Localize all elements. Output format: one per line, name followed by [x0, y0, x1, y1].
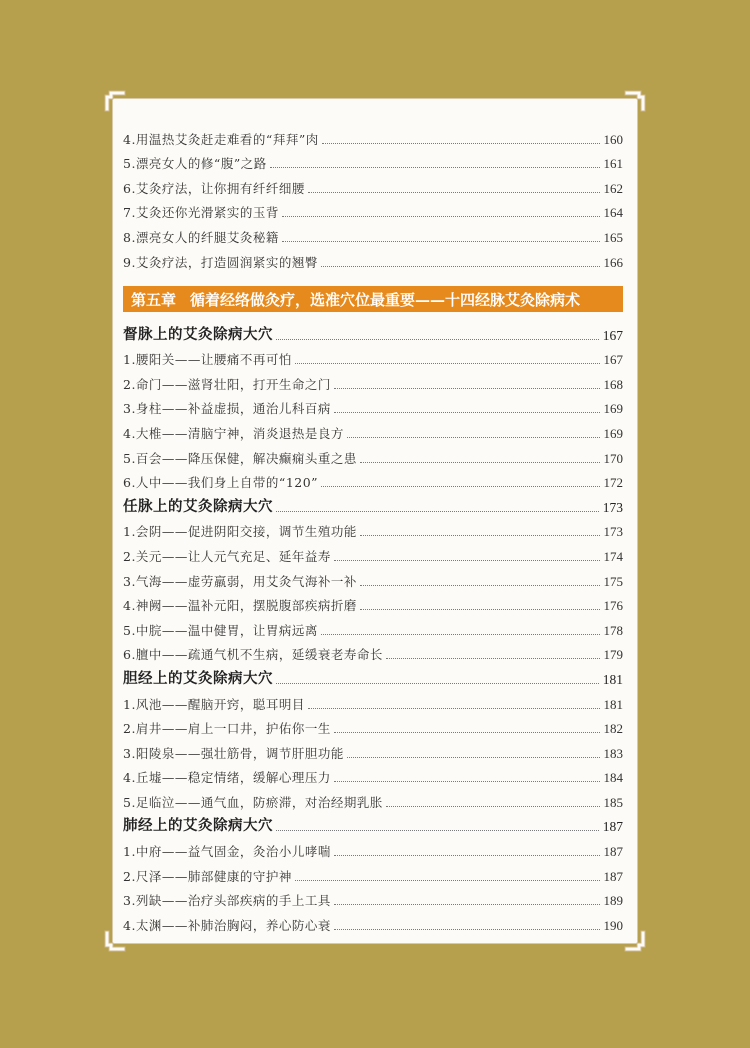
- toc-entry-page-number: 167: [603, 352, 623, 368]
- dot-leader: [276, 683, 599, 684]
- toc-entry-title: 1.腰阳关——让腰痛不再可怕: [123, 352, 292, 368]
- toc-entry[interactable]: [123, 614, 623, 639]
- toc-entry[interactable]: [123, 148, 623, 173]
- toc-entry-title: 4.大椎——清脑宁神，消炎退热是良方: [123, 425, 344, 441]
- toc-entry-title: 5.中脘——温中健胃，让胃病远离: [123, 622, 318, 638]
- toc-entry-title: 6.人中——我们身上自带的“120”: [123, 475, 319, 491]
- toc-entry-page-number: 173: [603, 524, 623, 540]
- toc-entry-page-number: 181: [602, 671, 623, 687]
- toc-entry-page-number: 178: [603, 622, 623, 638]
- toc-entry[interactable]: [123, 417, 623, 442]
- toc-section-heading[interactable]: [123, 811, 623, 836]
- toc-entry[interactable]: [123, 368, 623, 393]
- dot-leader: [321, 486, 599, 487]
- toc-entry-page-number: 174: [603, 548, 623, 564]
- dot-leader: [347, 757, 600, 758]
- toc-entry-page-number: 190: [603, 917, 623, 933]
- corner-ornament: [624, 90, 646, 112]
- toc-entry-title: 1.中府——益气固金，灸治小儿哮喘: [123, 844, 331, 860]
- toc-entry-page-number: 189: [603, 893, 623, 909]
- toc-entry-page-number: 183: [603, 745, 623, 761]
- dot-leader: [334, 732, 600, 733]
- dot-leader: [321, 634, 600, 635]
- chapter-banner[interactable]: [123, 286, 623, 312]
- dot-leader: [308, 192, 600, 193]
- toc-entry-title: 5.足临泣——通气血，防瘀滞，对治经期乳胀: [123, 794, 383, 810]
- toc-entry-title: 3.身柱——补益虚损，通治儿科百病: [123, 401, 331, 417]
- toc-entry-title: 8.漂亮女人的纤腿艾灸秘籍: [123, 229, 279, 245]
- toc-entry-title: 4.丘墟——稳定情绪，缓解心理压力: [123, 770, 331, 786]
- toc-entry-page-number: 185: [603, 794, 623, 810]
- dot-leader: [334, 560, 600, 561]
- dot-leader: [295, 363, 600, 364]
- chapter-title: 循着经络做灸疗，选准穴位最重要——十四经脉艾灸除病术: [190, 290, 581, 309]
- toc-entry-title: 3.列缺——治疗头部疾病的手上工具: [123, 893, 331, 909]
- toc-entry-page-number: 182: [603, 721, 623, 737]
- toc-section-heading[interactable]: [123, 491, 623, 516]
- dot-leader: [360, 609, 600, 610]
- toc-entry-page-number: 179: [603, 647, 623, 663]
- toc-entry[interactable]: [123, 565, 623, 590]
- toc-entry[interactable]: [123, 123, 623, 148]
- toc-entry-page-number: 161: [603, 156, 623, 172]
- toc-entry-page-number: 162: [603, 180, 623, 196]
- toc-entry-title: 4.用温热艾灸赶走难看的“拜拜”肉: [123, 131, 319, 147]
- dot-leader: [276, 339, 599, 340]
- toc-entry-title: 5.百会——降压保健，解决癫痫头重之患: [123, 450, 357, 466]
- toc-entry-title: 4.太渊——补肺治胸闷，养心防心衰: [123, 917, 331, 933]
- toc-entry[interactable]: [123, 344, 623, 369]
- toc-entry[interactable]: [123, 516, 623, 541]
- dot-leader: [334, 904, 600, 905]
- toc-entry-page-number: 170: [603, 450, 623, 466]
- toc-entry-page-number: 168: [603, 376, 623, 392]
- toc-entry[interactable]: [123, 172, 623, 197]
- dot-leader: [321, 266, 600, 267]
- dot-leader: [347, 437, 600, 438]
- dot-leader: [334, 855, 600, 856]
- toc-entry[interactable]: [123, 737, 623, 762]
- toc-section-heading[interactable]: [123, 319, 623, 344]
- toc-entry-title: 9.艾灸疗法，打造圆润紧实的翘臀: [123, 254, 318, 270]
- toc-entry-title: 7.艾灸还你光滑紧实的玉背: [123, 205, 279, 221]
- toc-entry-title: 2.尺泽——肺部健康的守护神: [123, 868, 292, 884]
- toc-entry[interactable]: [123, 885, 623, 910]
- toc-entry[interactable]: [123, 246, 623, 271]
- dot-leader: [270, 167, 600, 168]
- toc-entry-page-number: 165: [603, 229, 623, 245]
- toc-entry-title: 4.神阙——温补元阳，摆脱腹部疾病折磨: [123, 598, 357, 614]
- toc-entry[interactable]: [123, 909, 623, 934]
- corner-ornament: [104, 90, 126, 112]
- toc-entry-page-number: 172: [603, 475, 623, 491]
- toc-entry[interactable]: [123, 835, 623, 860]
- toc-entry-title: 3.气海——虚劳羸弱，用艾灸气海补一补: [123, 573, 357, 589]
- toc-entry-title: 督脉上的艾灸除病大穴: [123, 325, 273, 343]
- dot-leader: [276, 830, 599, 831]
- toc-entry-page-number: 187: [603, 844, 623, 860]
- dot-leader: [334, 781, 600, 782]
- dot-leader: [360, 585, 600, 586]
- toc-section-heading[interactable]: [123, 663, 623, 688]
- toc-entry-title: 1.风池——醒脑开窍，聪耳明目: [123, 696, 305, 712]
- corner-ornament: [624, 930, 646, 952]
- toc-entry-page-number: 187: [602, 819, 623, 835]
- toc-entry[interactable]: [123, 197, 623, 222]
- dot-leader: [282, 216, 600, 217]
- toc-entry-page-number: 167: [602, 327, 623, 343]
- toc-entry-title: 2.关元——让人元气充足、延年益寿: [123, 548, 331, 564]
- toc-list-chapter-five: [123, 319, 623, 934]
- toc-entry-title: 胆经上的艾灸除病大穴: [123, 669, 273, 687]
- toc-entry[interactable]: [123, 786, 623, 811]
- toc-entry[interactable]: [123, 442, 623, 467]
- toc-entry-title: 5.漂亮女人的修“腹”之路: [123, 156, 267, 172]
- toc-entry-title: 肺经上的艾灸除病大穴: [123, 817, 273, 835]
- dot-leader: [308, 708, 600, 709]
- toc-entry-page-number: 175: [603, 573, 623, 589]
- toc-entry[interactable]: [123, 467, 623, 492]
- dot-leader: [276, 511, 599, 512]
- toc-entry-title: 2.肩井——肩上一口井，护佑你一生: [123, 721, 331, 737]
- toc-entry-title: 任脉上的艾灸除病大穴: [123, 497, 273, 515]
- dot-leader: [334, 412, 600, 413]
- toc-entry-page-number: 184: [603, 770, 623, 786]
- toc-entry-page-number: 166: [603, 254, 623, 270]
- toc-entry-page-number: 160: [603, 131, 623, 147]
- toc-entry-title: 6.膻中——疏通气机不生病，延缓衰老寿命长: [123, 647, 383, 663]
- toc-list-previous-chapter: [123, 123, 623, 271]
- toc-entry-title: 3.阳陵泉——强壮筋骨，调节肝胆功能: [123, 745, 344, 761]
- toc-entry-page-number: 176: [603, 598, 623, 614]
- dot-leader: [360, 462, 600, 463]
- toc-entry-title: 2.命门——滋肾壮阳，打开生命之门: [123, 376, 331, 392]
- dot-leader: [334, 388, 600, 389]
- dot-leader: [386, 806, 600, 807]
- dot-leader: [386, 658, 600, 659]
- toc-entry-page-number: 164: [603, 205, 623, 221]
- dot-leader: [282, 241, 600, 242]
- toc-entry[interactable]: [123, 762, 623, 787]
- dot-leader: [334, 929, 600, 930]
- toc-entry[interactable]: [123, 221, 623, 246]
- toc-entry[interactable]: [123, 860, 623, 885]
- toc-page: [112, 98, 638, 944]
- toc-entry-page-number: 169: [603, 401, 623, 417]
- toc-entry[interactable]: [123, 713, 623, 738]
- toc-entry[interactable]: [123, 639, 623, 664]
- toc-entry-page-number: 169: [603, 425, 623, 441]
- dot-leader: [360, 535, 600, 536]
- toc-entry-page-number: 181: [603, 696, 623, 712]
- chapter-number: 第五章: [131, 290, 177, 309]
- toc-entry[interactable]: [123, 688, 623, 713]
- toc-entry-title: 6.艾灸疗法，让你拥有纤纤细腰: [123, 180, 305, 196]
- toc-entry-page-number: 173: [602, 499, 623, 515]
- dot-leader: [322, 143, 600, 144]
- toc-entry[interactable]: [123, 590, 623, 615]
- toc-entry[interactable]: [123, 540, 623, 565]
- toc-entry[interactable]: [123, 393, 623, 418]
- dot-leader: [295, 880, 600, 881]
- toc-entry-title: 1.会阴——促进阴阳交接，调节生殖功能: [123, 524, 357, 540]
- toc-entry-page-number: 187: [603, 868, 623, 884]
